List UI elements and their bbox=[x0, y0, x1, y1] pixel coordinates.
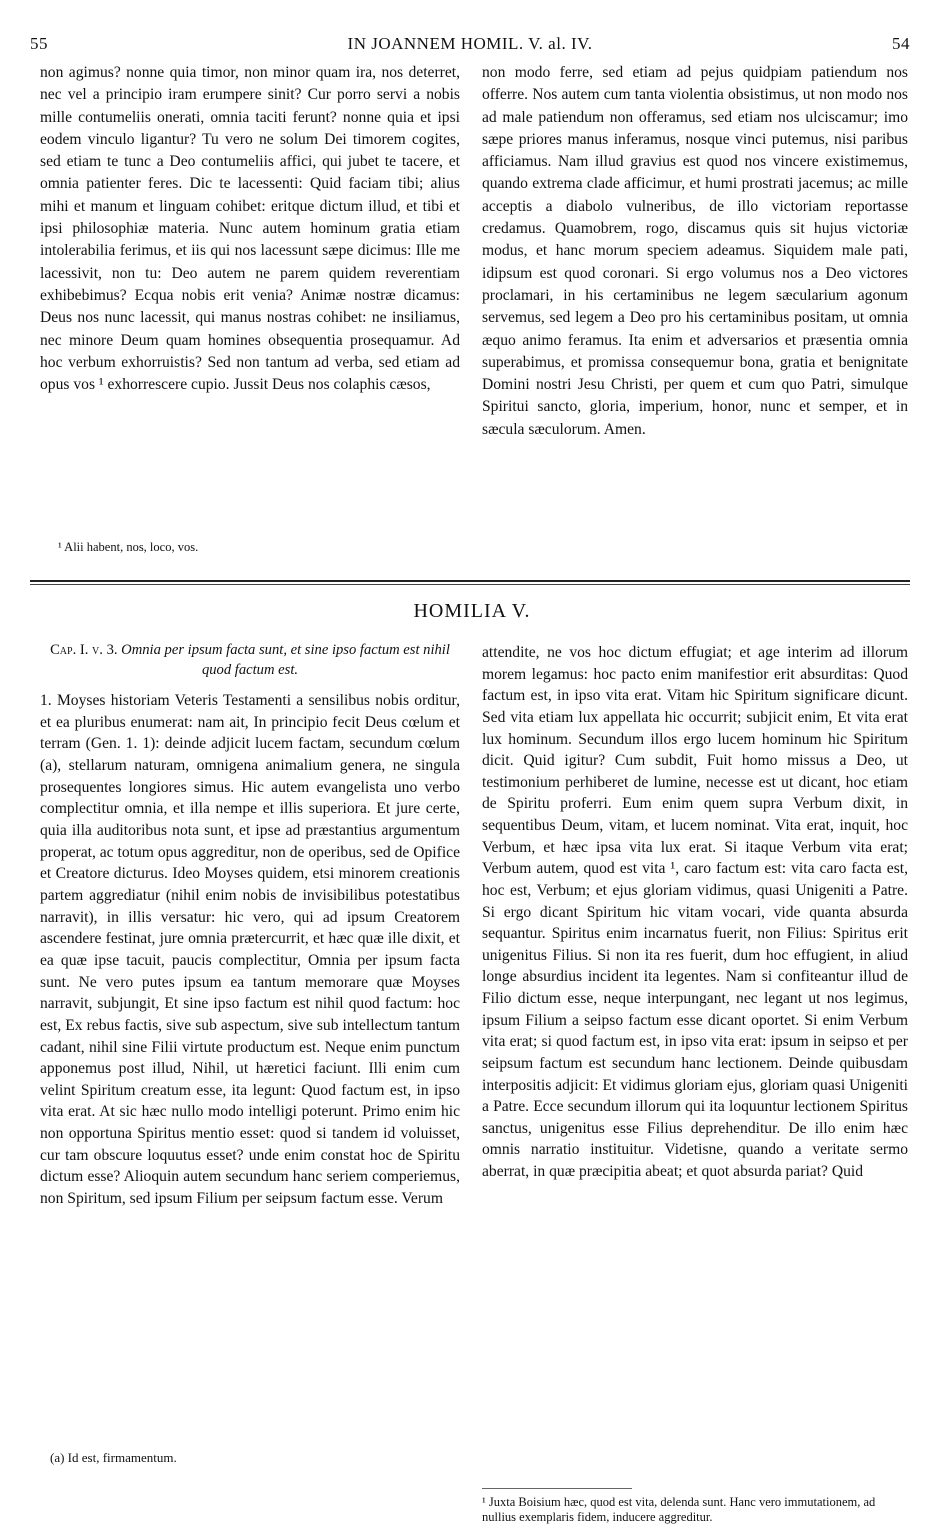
top-left-column bbox=[40, 62, 460, 396]
bottom-left-text: 1. Moyses historiam Veteris Testamenti a sensilibus nobis orditur, et ea pluribus enumerat: nam ait, In principio fecit Deus cœlum et terram (Gen. 1. 1): deinde adjicit lucem factam, secundum cœlum (a), stellarum naturam, omnigena animalium genera, ne singula prosequentes longiores simus. Hic autem evangelista uno verbo complectitur omnia, et illa nempe et illis superiora. Et jure certe, quia illa auditoribus nota sunt, et ipse ad præstantius argumentum properat, ac totum opus aggreditur, non de operibus, sed de Opifice et Creatore dicturus. Ideo Moyses quidem, etsi minorem creationis partem aggrediatur (nihil enim nobis de invisibilibus potestatibus narravit), in illis versatur: hic vero, qui ad ipsum Creatorem ascendere festinat, jure omnia prætercurrit, et hæc quæ ille dixit, et ea quæ ipse tacuit, paucis complectitur, Omnia per ipsum facta sunt. Ne vero putes ipsum ea tantum memorare quæ Moyses narravit, subjungit, Et sine ipso factum est nihil quod factum: hoc est, Ex rebus factis, sive sub aspectum, sive sub intellectum tantum cadant, nihil sine Filii virtute productum est. Neque enim punctum apponemus post illud, Nihil, ut hæretici faciunt. Illi enim cum velint Spiritum creatum esse, ita legunt: Quod factum est, in ipso vita erat. At sic hæc nullo modo intelligi poterunt. Primo enim hic non opportuna Spiritus mentio esset: quod si tandem id voluisset, cur tam obscure loquutus esset? unde enim constat hoc de Spiritu dictum esse? Alioquin autem secundum hanc seriem comperiemus, non Spiritum, sed ipsum Filium per seipsum factum esse. Verum bbox=[40, 692, 460, 1208]
page-number-right: 54 bbox=[892, 34, 910, 53]
top-right-text: non modo ferre, sed etiam ad pejus quidpiam patiendum nos offerre. Nos autem cum tanta violentia obsistimus, ut non modo nos ad male patiendum non offeramus, sed etiam nos ulciscamur; imo sæpe priores manus inferamus, nosque vinci putemus, nisi paribus afficiamus. Nam illud gravius est quod nos vincere existimemus, quando extrema clade afficimur, et humi prostrati jacemus; ac mille acceptis a diabolo vulneribus, de illo victoriam reportasse credamus. Quamobrem, rogo, discamus quis sit hujus victoriæ modus, et hanc morum speciem adeamus. Siquidem male pati, idipsum est quod coronari. Si ergo volumus nos a Deo victores proclamari, in his certaminibus ne legem sæcularium agonum servemus, sed legem a Deo pro his certaminibus positam, ut omnia æquo animo feramus. Ita enim et adversarios et præsentia omnia superabimus, et promissa consequemur bona, gratia et benignitate Domini nostri Jesu Christi, per quem et cum quo Patri, simulque Spiritui sancto, gloria, imperium, honor, nunc et semper, et in sæcula sæculorum. Amen. bbox=[482, 64, 908, 438]
running-head bbox=[30, 34, 910, 58]
bottom-right-column bbox=[482, 642, 908, 1183]
bottom-right-text: attendite, ne vos hoc dictum effugiat; et age interim ad illorum morem legamus: hoc pacto enim manifestior erit absurditas: Quod factum est, in ipso vita erat. Vitam hic Spiritum significare dicunt. Sed vita etiam lux appellata hic occurrit; subjicit enim, Et vita erat lux hominum. Secundum illos ergo lucem hominum hic Spiritum dicit. Quid igitur? Cum subdit, Fuit homo missus a Deo, ut testimonium perhiberet de lumine, necesse est ut dicant, hoc etiam de Spiritu proferri. Eum enim quem supra Verbum dixit, in sequentibus Deum, vitam, et lucem nominat. Vita erat, inquit, hoc Verbum, et hæc ipsa vita lux erat. Si itaque Verbum vita erat; Verbum autem, quod est vita ¹, caro factum est: vita caro facta est, hoc est, Verbum; et ejus gloriam vidimus, quasi Unigeniti a Patre. Si ergo dicant Spiritum hic vitam vocari, vide quanta absurda sequantur. Spiritus enim incarnatus fuerit, non Filius: Spiritus erit unigenitus Filius. Si non ita res fuerit, dum hoc effugient, in aliud longe absurdius incident ita legentes. Nam si confiteantur illud de Filio dictum esse, neque interpungant, nec legant ut nos legimus, ipsum Filium a seipso factum esse dicant oportet. Si enim Verbum vita erat; si quod factum est, in ipso vita erat: ipsum in seipso et per seipsum factum est secundum hanc lectionem. Deinde quibusdam interpositis adjicit: Et vidimus gloriam ejus, gloriam quasi Unigeniti a Patre. Ecce secundum illorum qui ita loquuntur lectionem Spiritus sanctus, unigenitus esse Filius deprehenditur. De illo enim hæc omnis narratio instituitur. Videtisne, quando a veritate sermo aberrat, in quæ præcipitia abeat; et quot absurda pariat? Quid bbox=[482, 644, 908, 1180]
chapter-heading bbox=[40, 640, 460, 680]
page-number-left: 55 bbox=[30, 34, 48, 53]
chapter-reference: Cap. I. v. 3. bbox=[50, 642, 118, 658]
homilia-title: HOMILIA V. bbox=[413, 600, 531, 622]
top-right-column bbox=[482, 62, 908, 441]
bottom-left-column bbox=[40, 690, 460, 1210]
section-divider bbox=[30, 580, 910, 582]
footnote-rule bbox=[482, 1488, 632, 1489]
top-left-footnote: ¹ Alii habent, nos, loco, vos. bbox=[58, 540, 199, 554]
top-left-text: non agimus? nonne quia timor, non minor quam ira, nos deterret, nec vel a principio iram erumpere sinit? Cur porro servi a nobis mille contumeliis onerati, omnia taciti ferunt? nonne quia et ipsi eodem vinculo ligantur? Tu vero ne solum Dei timorem cogites, sed etiam te tunc a Deo contumeliis affici, qui jubet te tacere, et omnia patienter feres. Dic te lacessenti: Quid faciam tibi; alius mihi et manum et linguam cohibet: eritque dictum illud, et tibi et ipsi philosophiæ materia. Nunc autem hominum gratia etiam intolerabilia ferimus, et iis qui nos lacessunt sæpe dicimus: Ille me lacessivit, non tu: Deo autem ne parem quidem reverentiam exhibebimus? Ecqua nobis erit venia? Animæ nostræ dicamus: Deus nos nunc lacessit, qui manus nostras cohibet: ne insiliamus, nec minore Deum quam homines obsequentia prosequamur. Ad hoc verbum exhorruistis? Sed non tantum ad verba, sed etiam ad opus vos ¹ exhorrescere cupio. Jussit Deus nos colaphis cæsos, bbox=[40, 64, 460, 394]
running-title: IN JOANNEM HOMIL. V. al. IV. bbox=[347, 34, 593, 53]
section-divider-thin bbox=[30, 584, 910, 585]
bottom-right-footnote: ¹ Juxta Boisium hæc, quod est vita, delenda sunt. Hanc vero immutationem, ad nullius exemplaris fidem, inducere aggreditur. bbox=[482, 1495, 876, 1524]
bottom-left-footnote: (a) Id est, firmamentum. bbox=[50, 1450, 177, 1465]
chapter-verse: Omnia per ipsum facta sunt, et sine ipso factum est nihil quod factum est. bbox=[121, 642, 450, 678]
